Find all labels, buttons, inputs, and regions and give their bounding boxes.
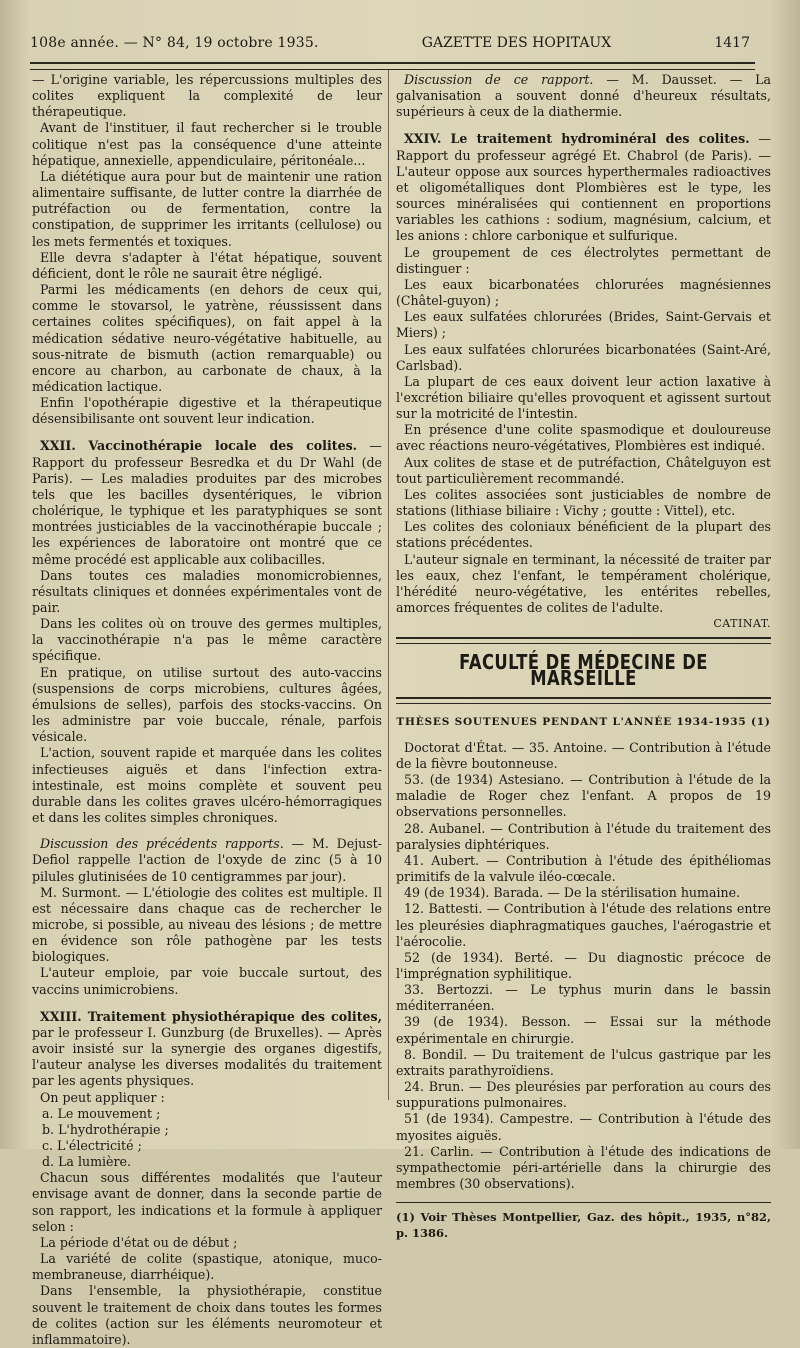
- paragraph: Les colites associées sont justiciables de nombre de stations (lithiase biliaire : Vichy ; goutte : Vittel), etc.: [396, 486, 771, 519]
- paragraph: Elle devra s'adapter à l'état hépatique, souvent déficient, dont le rôle ne saurait être négligé.: [32, 249, 382, 281]
- paragraph: Dans toutes ces maladies monomicrobiennes, résultats cliniques et données expérimentales vont de pair.: [32, 567, 382, 615]
- column-separator: [388, 70, 389, 1100]
- discussion-text: — M. Dausset. — La galvanisation a souvent donné d'heureux résultats, supérieurs à ceux de la diathermie.: [396, 72, 771, 120]
- discussion-label: Discussion de ce rapport.: [404, 72, 594, 87]
- footnote-rule: [396, 1202, 771, 1203]
- paragraph: Parmi les médicaments (en dehors de ceux qui, comme le stovarsol, le yatrène, réussissent dans certaines colites spécifiques), on fait appel à la médication sédative neuro-végétative habituelle, au sous-nitrate de bismuth (action remarquable) ou encore au charbon, au carbonate de chaux, à la médication lactique.: [32, 282, 382, 394]
- thesis-entry: 8. Bondil. — Du traitement de l'ulcus gastrique par les extraits parathyroïdiens.: [396, 1046, 771, 1078]
- discussion-label: Discussion des précédents rapports.: [40, 836, 284, 852]
- paragraph: M. Surmont. — L'étiologie des colites est multiple. Il est nécessaire dans chaque cas de rechercher le microbe, si possible, au niveau des lésions ; de mettre en évidence son rôle pathogène par les tests biologiques.: [32, 884, 382, 965]
- paragraph: Le groupement de ces électrolytes permettant de distinguer :: [396, 244, 771, 276]
- issue-info: 108e année. — N° 84, 19 octobre 1935.: [30, 35, 319, 51]
- thesis-entry: 53. (de 1934) Astesiano. — Contribution à l'étude de la maladie de Roger chez l'enfant. A propos de 19 observations personnelles.: [396, 772, 771, 820]
- section-xxiv: [396, 131, 771, 244]
- header-rule: [30, 62, 755, 70]
- thesis-entry: 49 (de 1934). Barada. — De la stérilisation humaine.: [404, 885, 741, 901]
- list-item: d. La lumière.: [42, 1154, 131, 1170]
- section-rule: [396, 697, 771, 704]
- thesis-entry: Doctorat d'État. — 35. Antoine. — Contribution à l'étude de la fièvre boutonneuse.: [396, 739, 771, 771]
- paragraph: — L'origine variable, les répercussions multiples des colites expliquent la complexité de leur thérapeutique.: [32, 72, 382, 120]
- paragraph: Chacun sous différentes modalités que l'auteur envisage avant de donner, dans la seconde partie de son rapport, les indications et la formule à appliquer selon :: [32, 1170, 382, 1234]
- faculty-title: FACULTÉ DE MÉDECINE DE MARSEILLE: [459, 650, 708, 691]
- paragraph: En présence d'une colite spasmodique et douloureuse avec réactions neuro-végétatives, Plombières est indiqué.: [396, 422, 771, 454]
- paragraph: Avant de l'instituer, il faut rechercher si le trouble colitique n'est pas la conséquence d'une atteinte hépatique, annexielle, appendiculaire, péritonéale...: [32, 120, 382, 168]
- paragraph: Les eaux sulfatées chlorurées (Brides, Saint-Gervais et Miers) ;: [396, 309, 771, 341]
- footnote: (1) Voir Thèses Montpellier, Gaz. des hôpit., 1935, n°82, p. 1386.: [396, 1210, 771, 1241]
- section-xxiii: [32, 1009, 382, 1090]
- paragraph: On peut appliquer :: [40, 1089, 165, 1105]
- theses-title: THÈSES SOUTENUES PENDANT L'ANNÉE 1934-1935 (1): [396, 715, 771, 728]
- paragraph: L'action, souvent rapide et marquée dans les colites infectieuses aiguës et dans l'infection extra-intestinale, est moins complète et souvent peu durable dans les colites graves ulcéro-hémorragiques et dans les colites simples chroniques.: [32, 745, 382, 826]
- paragraph: Dans les colites où on trouve des germes multiples, la vaccinothérapie n'a pas le même caractère spécifique.: [32, 616, 382, 664]
- paragraph: Les colites des coloniaux bénéficient de la plupart des stations précédentes.: [396, 519, 771, 551]
- paragraph: L'auteur signale en terminant, la nécessité de traiter par les eaux, chez l'enfant, le tempérament cholérique, l'hérédité neuro-végétative, les entérites rebelles, amorces fréquentes de colites de l'adulte.: [396, 551, 771, 615]
- theses-list: [396, 740, 771, 1192]
- list-item: b. L'hydrothérapie ;: [42, 1121, 169, 1137]
- section-heading: XXII. Vaccinothérapie locale des colites.: [40, 438, 358, 454]
- paragraph: Enfin l'opothérapie digestive et la thérapeutique désensibilisante ont souvent leur indication.: [32, 395, 382, 427]
- author-signature: CATINAT.: [713, 617, 771, 631]
- discussion-para: [32, 836, 382, 884]
- paragraph: Les eaux bicarbonatées chlorurées magnésiennes (Châtel-guyon) ;: [396, 276, 771, 309]
- thesis-entry: 28. Aubanel. — Contribution à l'étude du traitement des paralysies diphtériques.: [396, 820, 771, 852]
- section-intro: — Rapport du professeur Besredka et du Dr Wahl (de Paris). — Les maladies produites par des microbes tels que les bacilles dysentériques, le vibrion cholérique, le typhique et les paratyphiques se sont montrées justiciables de la vaccinothérapie buccale ; les expériences de laboratoire ont montré que ce même procédé est applicable aux colibacilles.: [32, 438, 382, 567]
- section-heading: XXIV. Le traitement hydrominéral des colites.: [404, 131, 750, 147]
- section-rule: [396, 637, 771, 644]
- paragraph: La diététique aura pour but de maintenir une ration alimentaire suffisante, de lutter contre la diarrhée de putréfaction ou de fermentation, contre la constipation, de supprimer les irritants (cellulose) ou les mets fermentés et toxiques.: [32, 168, 382, 249]
- section-intro: par le professeur I. Gunzburg (de Bruxelles). — Après avoir insisté sur la synergie des organes digestifs, l'auteur analyse les diverses modalités du traitement par les agents physiques.: [32, 1024, 382, 1089]
- thesis-entry: 33. Bertozzi. — Le typhus murin dans le bassin méditerranéen.: [396, 982, 771, 1014]
- paragraph: L'auteur emploie, par voie buccale surtout, des vaccins unimicrobiens.: [32, 965, 382, 997]
- paragraph: La période d'état ou de début ;: [40, 1234, 238, 1250]
- paragraph: En pratique, on utilise surtout des auto-vaccins (suspensions de corps microbiens, cultures âgées, émulsions de selles), parfois des stocks-vaccins. On les administre par voie buccale, rénale, parfois vésicale.: [32, 664, 382, 745]
- right-column: [396, 72, 771, 1241]
- section-heading: XXIII. Traitement physiothérapique des colites,: [40, 1008, 382, 1024]
- thesis-entry: 24. Brun. — Des pleurésies par perforation au cours des suppurations pulmonaires.: [396, 1079, 771, 1111]
- thesis-entry: 52 (de 1934). Berté. — Du diagnostic précoce de l'imprégnation syphilitique.: [396, 949, 771, 981]
- thesis-entry: 12. Battesti. — Contribution à l'étude des relations entre les pleurésies diaphragmatiques gauches, l'aérogastrie et l'aérocolie.: [396, 901, 771, 949]
- paragraph: La plupart de ces eaux doivent leur action laxative à l'excrétion biliaire qu'elles provoquent et agissent surtout sur la motricité de l'intestin.: [396, 373, 771, 422]
- left-column: [32, 72, 382, 1348]
- thesis-entry: 41. Aubert. — Contribution à l'étude des épithéliomas primitifs de la valvule iléo-cœcale.: [396, 852, 771, 885]
- page-header: [30, 32, 750, 54]
- thesis-entry: 39 (de 1934). Besson. — Essai sur la méthode expérimentale en chirurgie.: [396, 1014, 771, 1046]
- thesis-entry: 21. Carlin. — Contribution à l'étude des indications de sympathectomie péri-artérielle dans la chirurgie des membres (30 observations).: [396, 1143, 771, 1191]
- paragraph: Les eaux sulfatées chlorurées bicarbonatées (Saint-Aré, Carlsbad).: [396, 341, 771, 373]
- modalities-list: [32, 1106, 382, 1171]
- section-xxii: [32, 438, 382, 567]
- list-item: c. L'électricité ;: [42, 1138, 142, 1153]
- thesis-entry: 51 (de 1934). Campestre. — Contribution à l'étude des myosites aiguës.: [396, 1111, 771, 1143]
- paragraph: Aux colites de stase et de putréfaction, Châtelguyon est tout particulièrement recommandé.: [396, 454, 771, 486]
- section-intro: — Rapport du professeur agrégé Et. Chabrol (de Paris). — L'auteur oppose aux sources hyperthermales radioactives et oligométalliques dont Plombières est le type, les sources minéralisées qui contiennent en proportions variables les cathions : sodium, magnésium, calcium, et les anions : chlore carbonique et sulfurique.: [396, 131, 771, 244]
- paragraph: La variété de colite (spastique, atonique, muco-membraneuse, diarrhéique).: [32, 1251, 382, 1283]
- paragraph: Dans l'ensemble, la physiothérapie, constitue souvent le traitement de choix dans toutes les formes de colites (action sur les éléments neuromoteur et inflammatoire).: [32, 1283, 382, 1347]
- list-item: a. Le mouvement ;: [42, 1105, 161, 1121]
- discussion-para: [396, 72, 771, 120]
- page-number: 1417: [714, 35, 750, 51]
- discussion-text: — M. Dejust-Defiol rappelle l'action de l'oxyde de zinc (5 à 10 pilules glutinisées de 10 centigrammes par jour).: [32, 836, 382, 884]
- publication-title: GAZETTE DES HOPITAUX: [421, 35, 612, 51]
